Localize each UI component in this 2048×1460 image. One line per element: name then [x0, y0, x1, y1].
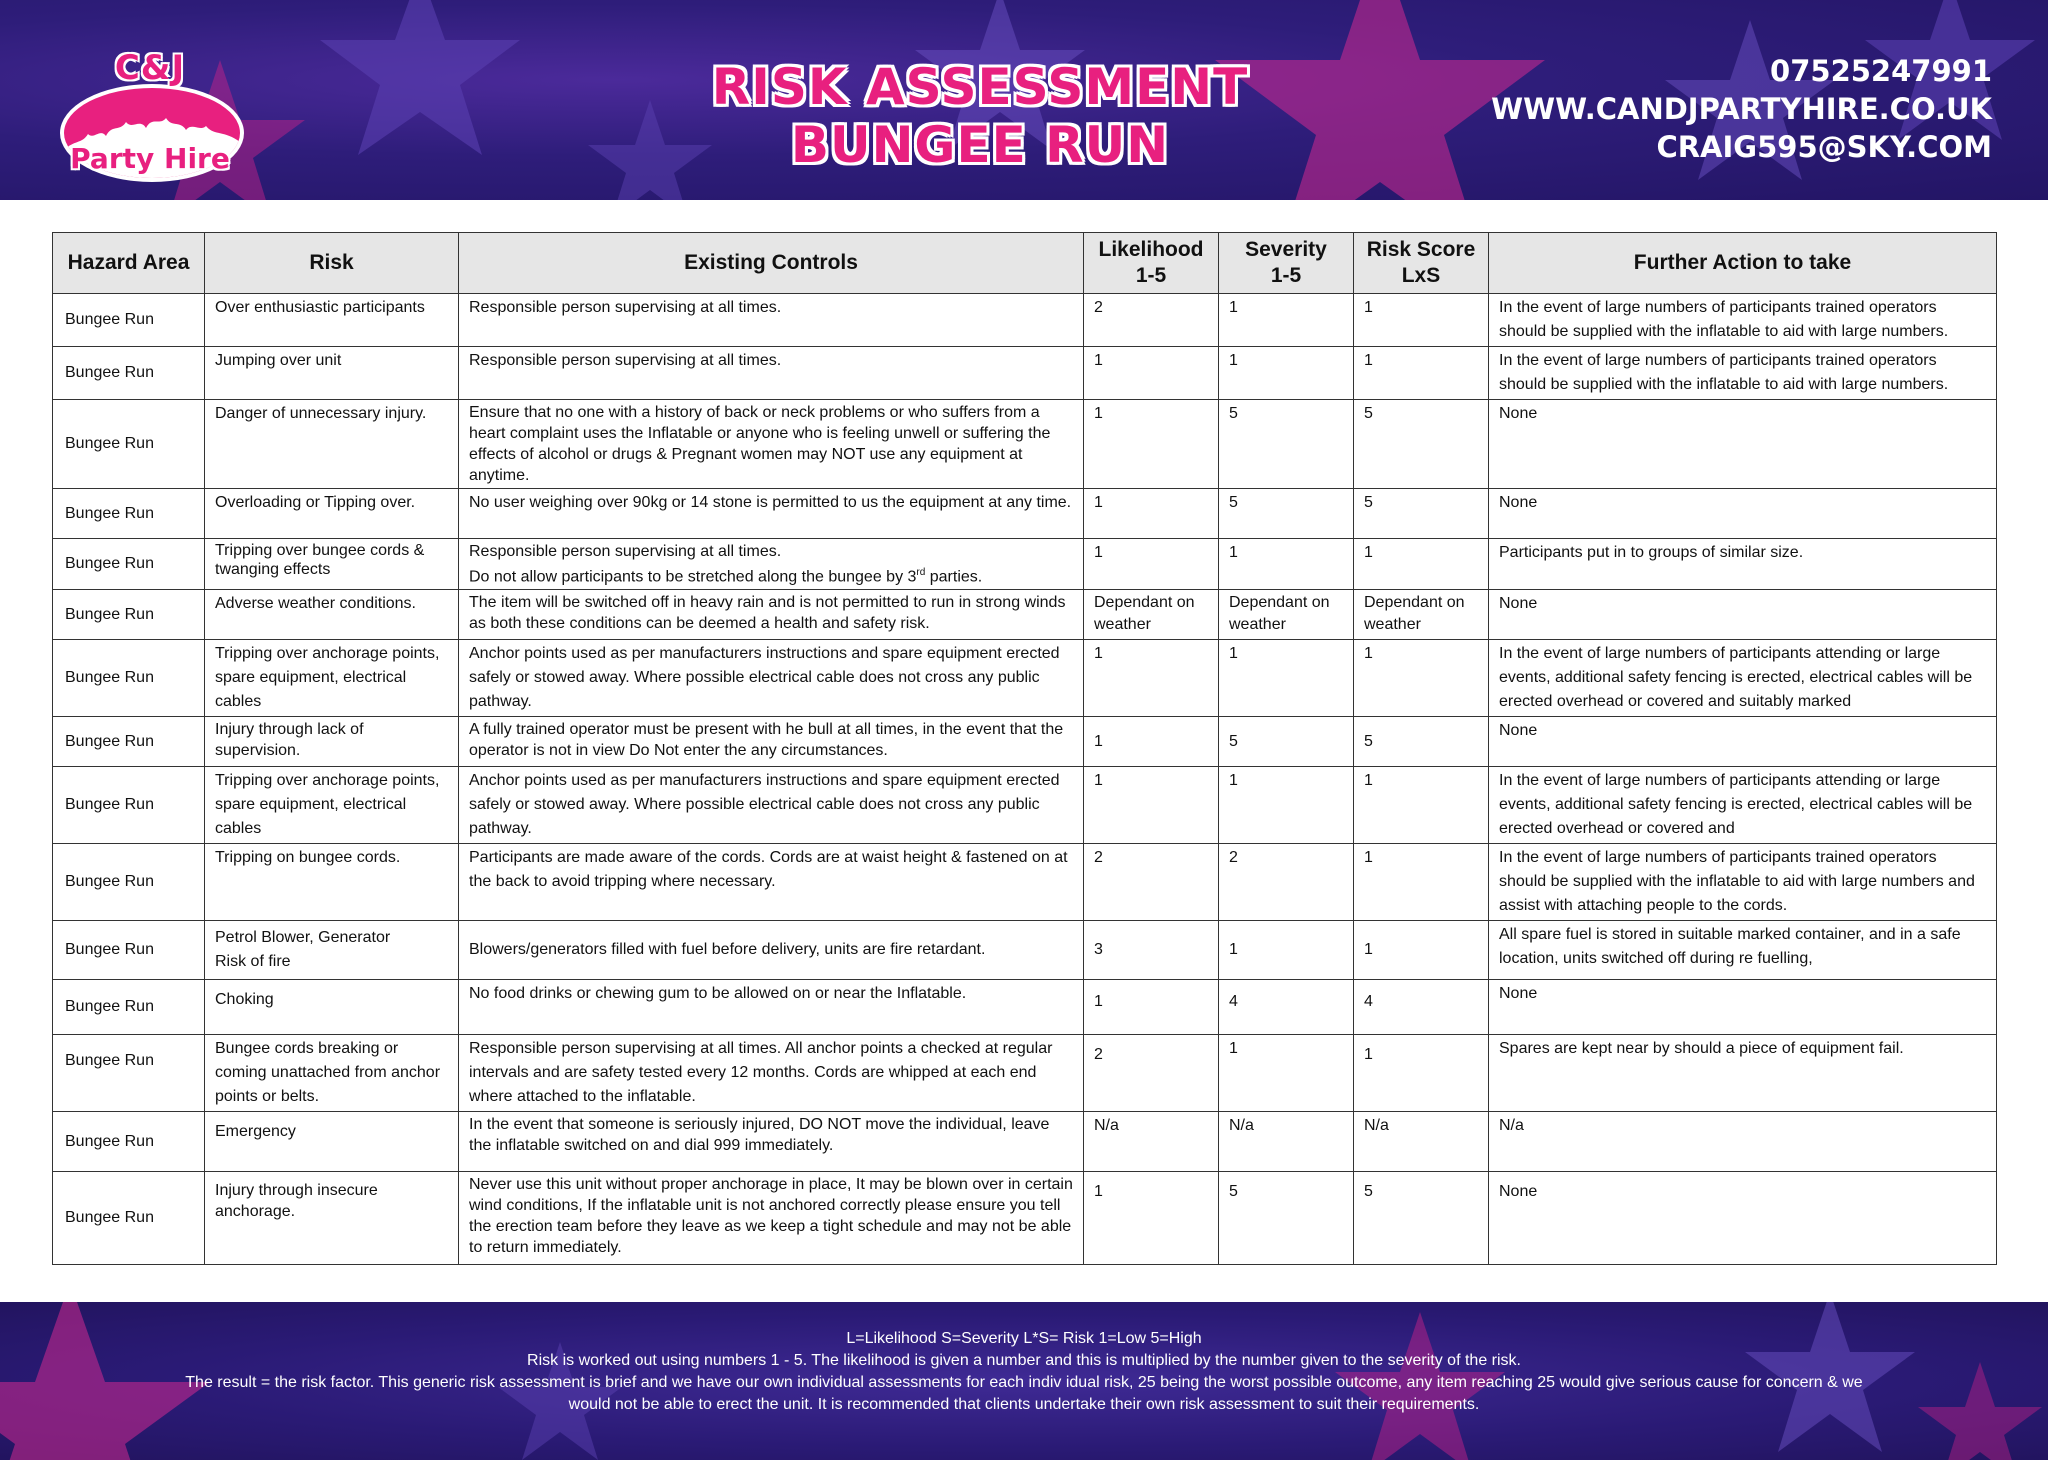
cell-controls: A fully trained operator must be present with he bull at all times, in the event that the operator is not in view Do Not enter the any circumstances.: [459, 717, 1084, 767]
cell-score: N/a: [1354, 1112, 1489, 1172]
cell-severity: 1: [1219, 767, 1354, 844]
cell-likelihood: 1: [1084, 489, 1219, 539]
footer-line: would not be able to erect the unit. It is recommended that clients undertake their own risk assessment to suit their requirements.: [568, 1396, 1480, 1413]
cell-severity: 1: [1219, 294, 1354, 347]
table-row: [53, 717, 1997, 767]
cell-action: Participants put in to groups of similar size.: [1489, 539, 1997, 590]
cell-severity: N/a: [1219, 1112, 1354, 1172]
column-header-score: [1354, 233, 1489, 294]
cell-score: 5: [1354, 400, 1489, 489]
cell-action: None: [1489, 980, 1997, 1035]
cell-controls: Ensure that no one with a history of back or neck problems or who suffers from a heart complaint uses the Inflatable or anyone who is feeling unwell or suffering the effects of alcohol or drugs & Pregnant women may NOT use any equipment at anytime.: [459, 400, 1084, 489]
cell-hazard: Bungee Run: [53, 400, 205, 489]
phone-number: 07525247991: [1770, 54, 1992, 88]
table-row: [53, 921, 1997, 980]
cell-severity: 1: [1219, 347, 1354, 400]
cell-score: Dependant on weather: [1354, 590, 1489, 640]
cell-likelihood: Dependant on weather: [1084, 590, 1219, 640]
cell-action: None: [1489, 400, 1997, 489]
cell-controls: Never use this unit without proper anchorage in place, It may be blown over in certain wind conditions, If the inflatable unit is not anchored correctly please ensure you tell the erection team before they leave as we keep a tight schedule and may not be able to return immediately.: [459, 1172, 1084, 1265]
column-header-severity: [1219, 233, 1354, 294]
cell-action: All spare fuel is stored in suitable marked container, and in a safe location, units switched off during re fuelling,: [1489, 921, 1997, 980]
table-row: [53, 1035, 1997, 1112]
cell-score: 5: [1354, 717, 1489, 767]
table-row: [53, 539, 1997, 590]
title-line-1: RISK ASSESSMENT: [711, 58, 1249, 116]
column-header-controls: Existing Controls: [459, 233, 1084, 294]
cell-severity: 1: [1219, 640, 1354, 717]
cell-action: Spares are kept near by should a piece of equipment fail.: [1489, 1035, 1997, 1112]
table-row: [53, 844, 1997, 921]
cell-likelihood: 1: [1084, 400, 1219, 489]
cell-hazard: Bungee Run: [53, 294, 205, 347]
cell-risk: Injury through lack of supervision.: [205, 717, 459, 767]
cell-likelihood: 2: [1084, 1035, 1219, 1112]
table-row: [53, 489, 1997, 539]
cell-severity: 5: [1219, 400, 1354, 489]
cell-score: 1: [1354, 1035, 1489, 1112]
cell-risk: Injury through insecure anchorage.: [205, 1172, 459, 1265]
cell-controls: In the event that someone is seriously injured, DO NOT move the individual, leave the inflatable switched on and dial 999 immediately.: [459, 1112, 1084, 1172]
email-address: CRAIG595@SKY.COM: [1656, 130, 1992, 164]
risk-line: Petrol Blower, Generator: [215, 929, 391, 947]
cell-risk: Choking: [205, 980, 459, 1035]
cell-hazard: Bungee Run: [53, 1035, 205, 1112]
cell-severity: 2: [1219, 844, 1354, 921]
logo-text-top: C&J: [114, 48, 186, 88]
table-row: [53, 767, 1997, 844]
website-link: WWW.CANDJPARTYHIRE.CO.UK: [1491, 92, 1992, 126]
cell-score: 1: [1354, 767, 1489, 844]
logo-text-bottom: Party Hire: [70, 142, 230, 175]
footer-line: L=Likelihood S=Severity L*S= Risk 1=Low 5=High: [846, 1330, 1202, 1347]
cell-hazard: Bungee Run: [53, 1112, 205, 1172]
cell-risk: Tripping over bungee cords & twanging effects: [205, 539, 459, 590]
table-row: [53, 590, 1997, 640]
cell-hazard: Bungee Run: [53, 844, 205, 921]
cell-severity: 5: [1219, 717, 1354, 767]
header-scale: 1-5: [1135, 264, 1167, 287]
cell-hazard: Bungee Run: [53, 539, 205, 590]
cell-risk: Over enthusiastic participants: [205, 294, 459, 347]
risk-line: Risk of fire: [215, 953, 291, 971]
cell-hazard: Bungee Run: [53, 489, 205, 539]
cell-severity: 4: [1219, 980, 1354, 1035]
cell-score: 1: [1354, 844, 1489, 921]
cell-controls: [459, 539, 1084, 590]
column-header-risk: Risk: [205, 233, 459, 294]
table-row: [53, 1112, 1997, 1172]
cell-hazard: Bungee Run: [53, 921, 205, 980]
cell-severity: 1: [1219, 1035, 1354, 1112]
cell-score: 4: [1354, 980, 1489, 1035]
cell-hazard: Bungee Run: [53, 590, 205, 640]
risk-table: [52, 232, 1997, 1265]
cell-action: In the event of large numbers of participants attending or large events, additional safety fencing is erected, electrical cables will be erected overhead or covered and suitably marked: [1489, 640, 1997, 717]
header-banner: [0, 0, 2048, 200]
cell-score: 5: [1354, 489, 1489, 539]
cell-action: None: [1489, 489, 1997, 539]
company-logo: [56, 48, 244, 180]
cell-severity: 1: [1219, 539, 1354, 590]
cell-risk: Emergency: [205, 1112, 459, 1172]
controls-superscript: rd: [916, 567, 926, 578]
title-line-2: BUNGEE RUN: [790, 116, 1170, 174]
table-row: [53, 640, 1997, 717]
cell-score: 1: [1354, 294, 1489, 347]
header-scale: LxS: [1401, 264, 1441, 287]
cell-likelihood: 1: [1084, 1172, 1219, 1265]
cell-controls: Responsible person supervising at all times. All anchor points a checked at regular intervals and are safety tested every 12 months. Cords are whipped at each end where attached to the inflatable.: [459, 1035, 1084, 1112]
cell-likelihood: 2: [1084, 844, 1219, 921]
controls-text: parties.: [925, 568, 983, 586]
header-text: Severity: [1245, 238, 1327, 261]
cell-severity: Dependant on weather: [1219, 590, 1354, 640]
footer-legend: [0, 1328, 2048, 1416]
column-header-likelihood: [1084, 233, 1219, 294]
cell-severity: 5: [1219, 489, 1354, 539]
cell-score: 1: [1354, 347, 1489, 400]
contact-details: [1491, 52, 1992, 166]
cell-severity: 1: [1219, 921, 1354, 980]
table-header-row: [53, 233, 1997, 294]
column-header-hazard: Hazard Area: [53, 233, 205, 294]
table-row: [53, 294, 1997, 347]
cell-action: In the event of large numbers of participants trained operators should be supplied with the inflatable to aid with large numbers.: [1489, 294, 1997, 347]
cell-controls: No user weighing over 90kg or 14 stone is permitted to us the equipment at any time.: [459, 489, 1084, 539]
cell-action: In the event of large numbers of participants trained operators should be supplied with the inflatable to aid with large numbers and assist with attaching people to the cords.: [1489, 844, 1997, 921]
cell-controls: No food drinks or chewing gum to be allowed on or near the Inflatable.: [459, 980, 1084, 1035]
table-row: [53, 1172, 1997, 1265]
controls-text: Do not allow participants to be stretched along the bungee by 3: [469, 568, 917, 586]
cell-action: In the event of large numbers of participants attending or large events, additional safety fencing is erected, electrical cables will be erected overhead or covered and: [1489, 767, 1997, 844]
cell-hazard: Bungee Run: [53, 1172, 205, 1265]
cell-action: None: [1489, 590, 1997, 640]
cell-likelihood: 1: [1084, 767, 1219, 844]
cell-action: N/a: [1489, 1112, 1997, 1172]
cell-hazard: Bungee Run: [53, 767, 205, 844]
cell-risk: Tripping on bungee cords.: [205, 844, 459, 921]
cell-likelihood: 1: [1084, 347, 1219, 400]
cell-likelihood: 1: [1084, 980, 1219, 1035]
cell-action: None: [1489, 717, 1997, 767]
cell-controls: Responsible person supervising at all times.: [459, 347, 1084, 400]
footer-line: Risk is worked out using numbers 1 - 5. The likelihood is given a number and this is multiplied by the number given to the severity of the risk.: [527, 1352, 1521, 1369]
footer-banner: [0, 1302, 2048, 1460]
cell-likelihood: 3: [1084, 921, 1219, 980]
cell-hazard: Bungee Run: [53, 980, 205, 1035]
header-text: Risk Score: [1366, 238, 1476, 261]
cell-controls: Anchor points used as per manufacturers instructions and spare equipment erected safely or stowed away. Where possible electrical cable does not cross any public pathway.: [459, 640, 1084, 717]
page-title: [700, 58, 1260, 174]
column-header-action: Further Action to take: [1489, 233, 1997, 294]
header-scale: 1-5: [1270, 264, 1302, 287]
cell-risk: Bungee cords breaking or coming unattached from anchor points or belts.: [205, 1035, 459, 1112]
cell-hazard: Bungee Run: [53, 640, 205, 717]
table-row: [53, 980, 1997, 1035]
cell-risk: Adverse weather conditions.: [205, 590, 459, 640]
cell-risk: Tripping over anchorage points, spare equipment, electrical cables: [205, 640, 459, 717]
cell-likelihood: 1: [1084, 539, 1219, 590]
cell-action: In the event of large numbers of participants trained operators should be supplied with the inflatable to aid with large numbers.: [1489, 347, 1997, 400]
footer-line: The result = the risk factor. This generic risk assessment is brief and we have our own individual assessments for each indiv idual risk, 25 being the worst possible outcome, any item reaching 25 would give serious cause for concern & we: [185, 1374, 1863, 1391]
header-text: Likelihood: [1098, 238, 1204, 261]
cell-controls: Participants are made aware of the cords. Cords are at waist height & fastened on at the back to avoid tripping where necessary.: [459, 844, 1084, 921]
cell-risk: Danger of unnecessary injury.: [205, 400, 459, 489]
cell-controls: Blowers/generators filled with fuel before delivery, units are fire retardant.: [459, 921, 1084, 980]
cell-score: 5: [1354, 1172, 1489, 1265]
cell-action: None: [1489, 1172, 1997, 1265]
cell-likelihood: 1: [1084, 640, 1219, 717]
cell-risk: Tripping over anchorage points, spare equipment, electrical cables: [205, 767, 459, 844]
cell-risk: Jumping over unit: [205, 347, 459, 400]
cell-score: 1: [1354, 539, 1489, 590]
controls-line: Responsible person supervising at all times.: [469, 543, 782, 560]
cell-hazard: Bungee Run: [53, 717, 205, 767]
controls-line: [469, 562, 1073, 587]
cell-risk: Overloading or Tipping over.: [205, 489, 459, 539]
cell-likelihood: N/a: [1084, 1112, 1219, 1172]
cell-risk: [205, 921, 459, 980]
table-row: [53, 347, 1997, 400]
cell-controls: The item will be switched off in heavy rain and is not permitted to run in strong winds as both these conditions can be deemed a health and safety risk.: [459, 590, 1084, 640]
cell-controls: Responsible person supervising at all times.: [459, 294, 1084, 347]
cell-severity: 5: [1219, 1172, 1354, 1265]
cell-likelihood: 2: [1084, 294, 1219, 347]
cell-controls: Anchor points used as per manufacturers instructions and spare equipment erected safely or stowed away. Where possible electrical cable does not cross any public pathway.: [459, 767, 1084, 844]
cell-likelihood: 1: [1084, 717, 1219, 767]
cell-score: 1: [1354, 640, 1489, 717]
table-row: [53, 400, 1997, 489]
cell-hazard: Bungee Run: [53, 347, 205, 400]
cell-score: 1: [1354, 921, 1489, 980]
